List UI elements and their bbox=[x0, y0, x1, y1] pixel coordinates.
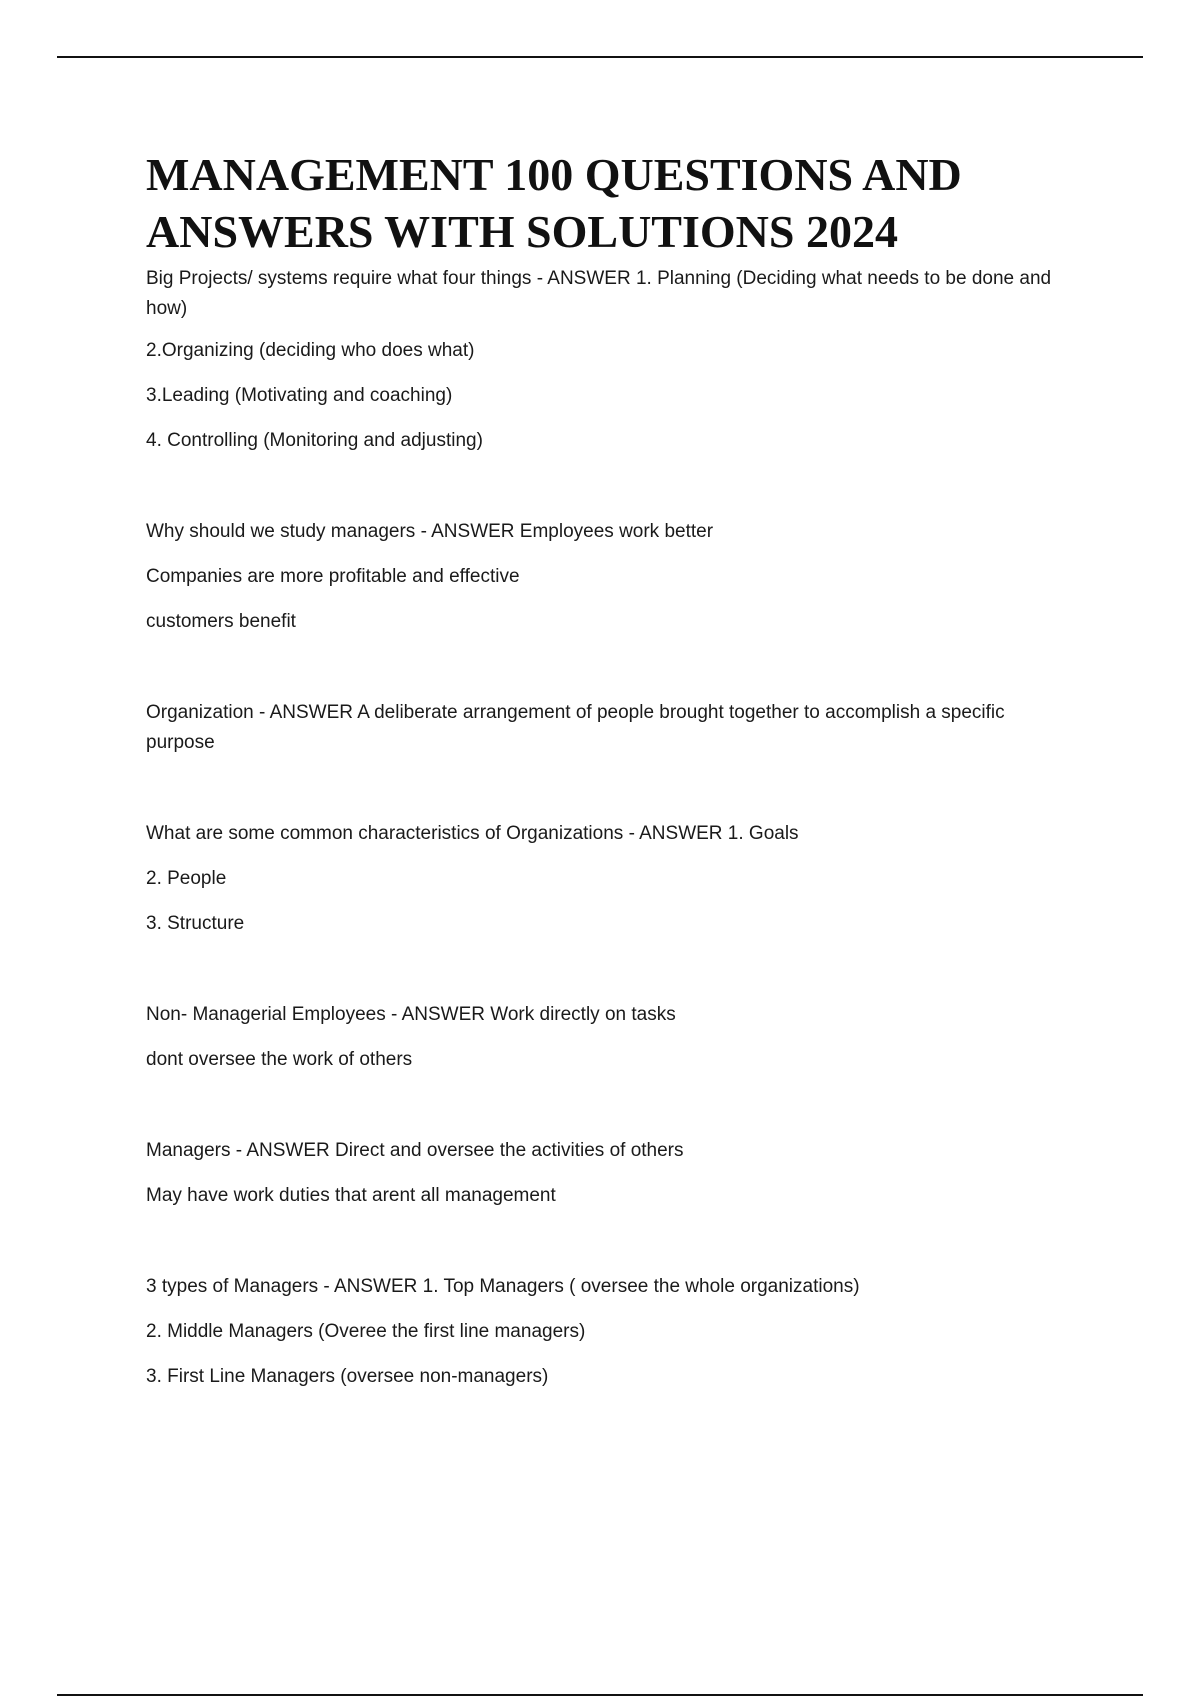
section-managers bbox=[146, 1136, 1076, 1211]
qa-line: Non- Managerial Employees - ANSWER Work directly on tasks bbox=[146, 1004, 676, 1025]
section-big-projects bbox=[146, 264, 1076, 456]
document-body bbox=[146, 146, 1076, 1407]
qa-line: Organization - ANSWER A deliberate arrangement of people brought together to accomplish a specific purpose bbox=[146, 702, 1010, 753]
qa-line: 3.Leading (Motivating and coaching) bbox=[146, 385, 453, 406]
section-types-of-managers bbox=[146, 1272, 1076, 1392]
qa-line: 3. First Line Managers (oversee non-managers) bbox=[146, 1366, 549, 1387]
qa-line: Big Projects/ systems require what four things - ANSWER 1. Planning (Deciding what needs to be done and how) bbox=[146, 268, 1057, 319]
qa-line: 2.Organizing (deciding who does what) bbox=[146, 340, 475, 361]
document-title: MANAGEMENT 100 QUESTIONS AND ANSWERS WITH SOLUTIONS 2024 bbox=[146, 149, 962, 257]
qa-line: 2. Middle Managers (Overee the first line managers) bbox=[146, 1321, 586, 1342]
section-gap bbox=[146, 471, 1076, 517]
bottom-rule bbox=[57, 1694, 1143, 1696]
section-gap bbox=[146, 1090, 1076, 1136]
qa-line: 4. Controlling (Monitoring and adjusting) bbox=[146, 430, 483, 451]
qa-line: customers benefit bbox=[146, 611, 296, 632]
top-rule bbox=[57, 56, 1143, 58]
section-gap bbox=[146, 954, 1076, 1000]
section-gap bbox=[146, 1226, 1076, 1272]
qa-line: 3. Structure bbox=[146, 913, 245, 934]
qa-line: dont oversee the work of others bbox=[146, 1049, 413, 1070]
section-non-managerial bbox=[146, 1000, 1076, 1075]
section-gap bbox=[146, 773, 1076, 819]
section-study-managers bbox=[146, 517, 1076, 637]
qa-line: 2. People bbox=[146, 868, 227, 889]
section-organization bbox=[146, 698, 1076, 758]
qa-line: Companies are more profitable and effective bbox=[146, 566, 520, 587]
qa-line: What are some common characteristics of Organizations - ANSWER 1. Goals bbox=[146, 823, 799, 844]
section-gap bbox=[146, 652, 1076, 698]
qa-line: May have work duties that arent all management bbox=[146, 1185, 556, 1206]
qa-line: Managers - ANSWER Direct and oversee the activities of others bbox=[146, 1140, 684, 1161]
section-characteristics bbox=[146, 819, 1076, 939]
qa-line: 3 types of Managers - ANSWER 1. Top Managers ( oversee the whole organizations) bbox=[146, 1276, 860, 1297]
qa-line: Why should we study managers - ANSWER Employees work better bbox=[146, 521, 714, 542]
